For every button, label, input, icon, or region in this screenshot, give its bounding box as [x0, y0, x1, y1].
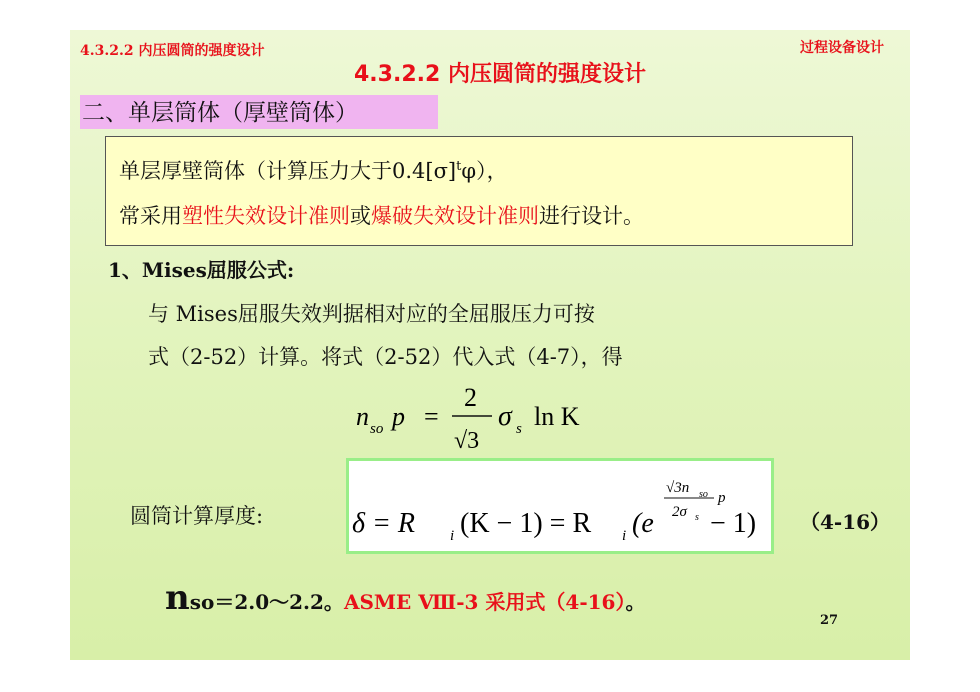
- f1-ln-k: ln K: [534, 402, 580, 431]
- bottom-text: ＝2.0～2.2。: [214, 590, 344, 614]
- section-heading: 二、单层筒体（厚壁筒体）: [82, 100, 358, 126]
- thickness-label: 圆筒计算厚度:: [130, 504, 264, 528]
- info-line-2-c: 进行设计。: [539, 204, 644, 228]
- info-line-2-a: 常采用: [119, 204, 182, 228]
- bottom-end: 。: [625, 590, 646, 614]
- subsection-heading: 1、Mises屈服公式:: [108, 258, 295, 282]
- bottom-note: [165, 578, 645, 618]
- plastic-failure-criterion: 塑性失效设计准则: [182, 204, 350, 228]
- f2-exp-num-sub: so: [699, 489, 708, 500]
- f1-sigma: σ: [498, 401, 512, 432]
- f1-frac-den: √3: [454, 428, 480, 454]
- paragraph-line-2: 式（2-52）计算。将式（2-52）代入式（4-7），得: [148, 345, 623, 369]
- formula-full-yield: [356, 370, 616, 460]
- f1-eq: =: [424, 402, 439, 431]
- corner-section-label: 4.3.2.2 内压圆筒的强度设计: [80, 43, 265, 59]
- bottom-so: so: [189, 590, 215, 614]
- slide: [70, 30, 910, 660]
- f2-sub-i2: i: [622, 528, 627, 544]
- f2-sub-i: i: [450, 528, 455, 544]
- f2-exp-num: √3n: [666, 480, 690, 496]
- bottom-asme: ASME Ⅷ-3 采用式（4-16）: [343, 590, 626, 614]
- f1-sub-so: so: [370, 421, 384, 437]
- f1-frac-num: 2: [464, 383, 477, 412]
- f2-mid: (K − 1) = R: [460, 508, 592, 539]
- f1-p: p: [392, 402, 405, 431]
- corner-course-label: 过程设备设计: [800, 40, 884, 56]
- paragraph-line-1: 与 Mises屈服失效判据相对应的全屈服压力可按: [148, 302, 595, 326]
- formula-thickness: [350, 462, 770, 552]
- f2-delta: δ = R: [352, 508, 416, 539]
- page-number: 27: [820, 613, 839, 628]
- f1-n: n: [356, 402, 369, 431]
- info-line-2-b: 或: [350, 204, 371, 228]
- f2-exp-den-sub: s: [695, 512, 699, 523]
- info-line-1-text: 单层厚壁筒体（计算压力大于0.4[σ]: [119, 159, 457, 183]
- info-line-1-end: φ），: [461, 159, 508, 183]
- f2-exp-p: p: [718, 490, 726, 506]
- slide-title: 4.3.2.2 内压圆筒的强度设计: [354, 62, 646, 87]
- f2-exp-den: 2σ: [672, 504, 687, 520]
- f2-paren-e: (e: [632, 508, 654, 539]
- info-line-1-sup: t: [456, 159, 462, 174]
- info-line-2: [119, 200, 644, 230]
- bottom-n: n: [165, 578, 190, 618]
- burst-failure-criterion: 爆破失效设计准则: [371, 204, 539, 228]
- info-line-1: [119, 155, 508, 185]
- equation-number: （4-16）: [800, 510, 891, 534]
- f2-end: − 1): [710, 508, 757, 539]
- f1-sigma-sub: s: [516, 421, 522, 437]
